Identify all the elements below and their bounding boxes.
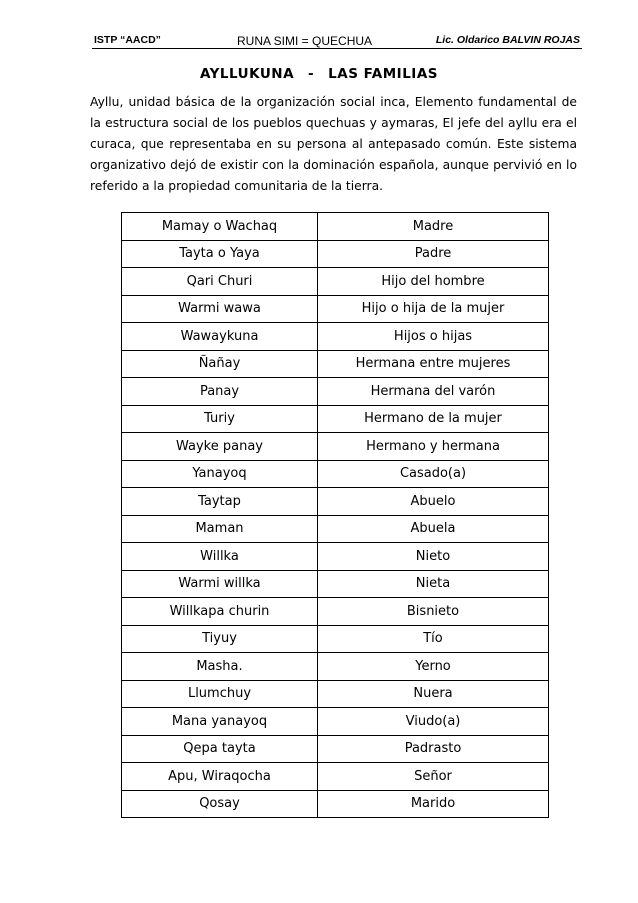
table-row [122, 323, 549, 351]
spanish-translation: Nuera [318, 680, 549, 708]
spanish-translation: Hermana entre mujeres [318, 350, 549, 378]
quechua-term: Turiy [122, 405, 318, 433]
table-row [122, 350, 549, 378]
spanish-translation: Madre [318, 213, 549, 241]
page-title [0, 66, 638, 82]
table-row [122, 515, 549, 543]
quechua-term: Warmi willka [122, 570, 318, 598]
quechua-term: Wawaykuna [122, 323, 318, 351]
spanish-translation: Marido [318, 790, 549, 818]
quechua-term: Willka [122, 543, 318, 571]
header-course: RUNA SIMI = QUECHUA [237, 34, 373, 48]
table-row [122, 240, 549, 268]
page-header [92, 28, 582, 49]
spanish-translation: Bisnieto [318, 598, 549, 626]
title-part-1: AYLLUKUNA [199, 66, 295, 82]
spanish-translation: Padre [318, 240, 549, 268]
spanish-translation: Señor [318, 763, 549, 791]
spanish-translation: Tío [318, 625, 549, 653]
spanish-translation: Casado(a) [318, 460, 549, 488]
spanish-translation: Nieto [318, 543, 549, 571]
quechua-term: Tiyuy [122, 625, 318, 653]
spanish-translation: Viudo(a) [318, 708, 549, 736]
table-row [122, 405, 549, 433]
spanish-translation: Abuelo [318, 488, 549, 516]
quechua-term: Yanayoq [122, 460, 318, 488]
quechua-term: Tayta o Yaya [122, 240, 318, 268]
spanish-translation: Hermana del varón [318, 378, 549, 406]
quechua-term: Wayke panay [122, 433, 318, 461]
quechua-term: Qari Churi [122, 268, 318, 296]
quechua-term: Panay [122, 378, 318, 406]
table-row [122, 708, 549, 736]
spanish-translation: Yerno [318, 653, 549, 681]
table-row [122, 295, 549, 323]
header-author: Lic. Oldarico BALVIN ROJAS [435, 34, 580, 46]
quechua-term: Qosay [122, 790, 318, 818]
header-institution: ISTP “AACD” [94, 34, 161, 46]
table-row [122, 680, 549, 708]
spanish-translation: Padrasto [318, 735, 549, 763]
spanish-translation: Nieta [318, 570, 549, 598]
table-row [122, 625, 549, 653]
spanish-translation: Hermano y hermana [318, 433, 549, 461]
spanish-translation: Hijo o hija de la mujer [318, 295, 549, 323]
quechua-term: Mamay o Wachaq [122, 213, 318, 241]
spanish-translation: Hijos o hijas [318, 323, 549, 351]
table-row [122, 598, 549, 626]
spanish-translation: Abuela [318, 515, 549, 543]
table-row [122, 570, 549, 598]
table-row [122, 213, 549, 241]
quechua-term: Taytap [122, 488, 318, 516]
table-row [122, 460, 549, 488]
quechua-term: Apu, Wiraqocha [122, 763, 318, 791]
title-separator: - [308, 66, 315, 82]
quechua-term: Llumchuy [122, 680, 318, 708]
intro-paragraph: Ayllu, unidad básica de la organización social inca, Elemento fundamental de la estructura social de los pueblos quechuas y aymaras, El jefe del ayllu era el curaca, que representaba en su persona al antepasado común. Este sistema organizativo dejó de existir con la dominación española, aunque pervivió en lo referido a la propiedad comunitaria de la tierra. [90, 95, 577, 193]
table-row [122, 653, 549, 681]
table-row [122, 378, 549, 406]
spanish-translation: Hijo del hombre [318, 268, 549, 296]
quechua-term: Willkapa churin [122, 598, 318, 626]
spanish-translation: Hermano de la mujer [318, 405, 549, 433]
quechua-term: Qepa tayta [122, 735, 318, 763]
quechua-term: Warmi wawa [122, 295, 318, 323]
table-row [122, 488, 549, 516]
table-row [122, 543, 549, 571]
quechua-term: Mana yanayoq [122, 708, 318, 736]
quechua-term: Masha. [122, 653, 318, 681]
vocabulary-table-body [122, 213, 549, 818]
table-row [122, 763, 549, 791]
quechua-term: Ñañay [122, 350, 318, 378]
vocabulary-table [121, 212, 549, 818]
quechua-term: Maman [122, 515, 318, 543]
table-row [122, 433, 549, 461]
table-row [122, 268, 549, 296]
table-row [122, 735, 549, 763]
title-part-2: LAS FAMILIAS [328, 66, 439, 82]
table-row [122, 790, 549, 818]
